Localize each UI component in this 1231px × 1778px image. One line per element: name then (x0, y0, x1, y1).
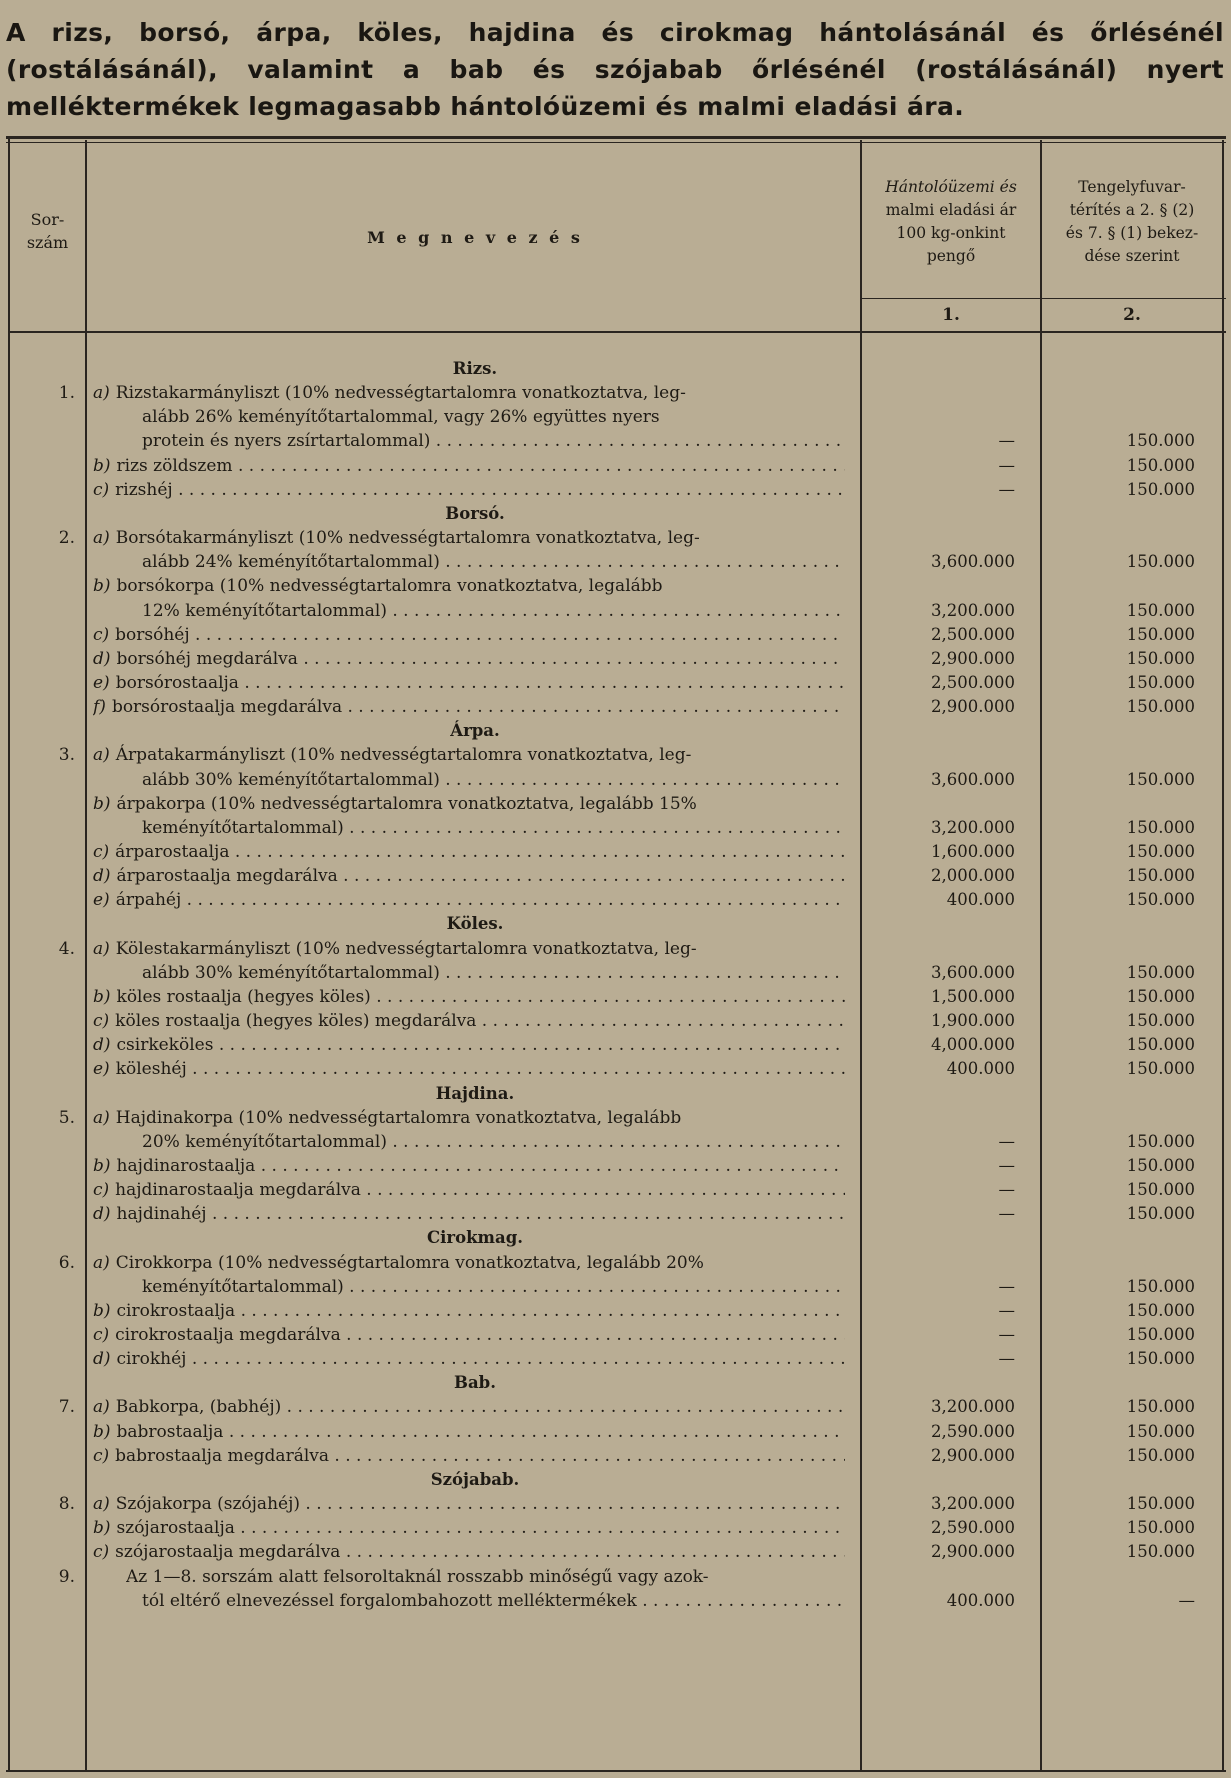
row-number: 5. (58, 1108, 75, 1128)
item-letter: a) (93, 1108, 110, 1128)
item-letter: e) (93, 1059, 110, 1079)
section-heading: Borsó. (445, 504, 505, 523)
item-letter: c) (93, 842, 110, 862)
item-letter: c) (93, 1325, 110, 1345)
item-name: borsórostaalja megdarálva (111, 697, 343, 717)
item-text (142, 768, 845, 792)
item-name: Rizstakarmányliszt (10% nedvességtartalomra vonatkoztatva, leg- (115, 383, 686, 403)
item-letter: c) (93, 480, 110, 500)
item-text (142, 816, 845, 840)
item-name: keményítőtartalommal) (142, 1277, 344, 1297)
item-name: cirokhéj (116, 1349, 187, 1369)
item-text (93, 1009, 845, 1033)
item-letter: a) (93, 939, 110, 959)
item-text (93, 1347, 845, 1371)
item-text (93, 454, 845, 478)
item-text (93, 526, 845, 550)
freight-cell: 150.000 (1126, 625, 1195, 644)
item-text (93, 1323, 845, 1347)
item-text (93, 1444, 845, 1468)
item-name: cirokrostaalja megdarálva (115, 1325, 341, 1345)
item-text (93, 1154, 845, 1178)
row-number: 2. (58, 528, 75, 548)
col-numbers-rule (862, 298, 1226, 299)
freight-cell: 150.000 (1126, 987, 1195, 1006)
item-letter: f) (93, 697, 106, 717)
row-number: 3. (58, 745, 75, 765)
item-text (93, 647, 845, 671)
item-letter: c) (93, 1011, 110, 1031)
header-price (862, 176, 1040, 268)
item-text (93, 743, 845, 767)
freight-cell: 150.000 (1126, 1446, 1195, 1465)
item-text (93, 1492, 845, 1516)
item-name: hajdinarostaalja megdarálva (115, 1180, 361, 1200)
col-divider-price (1040, 140, 1042, 1772)
item-name: alább 30% keményítőtartalommal) (142, 963, 440, 983)
row-number: 4. (58, 939, 75, 959)
section-heading: Cirokmag. (427, 1228, 523, 1247)
freight-cell: 150.000 (1126, 1542, 1195, 1561)
item-letter: e) (93, 673, 110, 693)
price-cell: — (998, 480, 1015, 499)
document-title: A rizs, borsó, árpa, köles, hajdina és cirokmag hántolásánál és őrlésénél (rostálásánál), valamint a bab és szójabab őrlésénél (rostálásánál) nyert melléktermékek legmagasabb hántolóüzemi és malmi eladási ára. (6, 18, 1224, 121)
item-name: árparostaalja (115, 842, 230, 862)
section-heading: Szójabab. (430, 1470, 520, 1489)
table-top-rule (6, 136, 1226, 139)
item-name: Babkorpa, (babhéj) (115, 1397, 282, 1417)
item-name: hajdinahéj (116, 1204, 207, 1224)
item-name: Borsótakarmányliszt (10% nedvességtartalomra vonatkoztatva, leg- (115, 528, 700, 548)
freight-cell: 150.000 (1126, 431, 1195, 450)
item-letter: a) (93, 383, 110, 403)
price-cell: 2,590.000 (931, 1518, 1015, 1537)
freight-cell: 150.000 (1126, 866, 1195, 885)
item-name: alább 26% keményítőtartalommal, vagy 26% együttes nyers (142, 407, 660, 427)
row-number: 6. (58, 1253, 75, 1273)
item-text (93, 1540, 845, 1564)
item-name: rizshéj (115, 480, 173, 500)
header-price-line: malmi eladási ár (885, 201, 1017, 219)
header-freight-line: térítés a 2. § (2) (1069, 201, 1195, 219)
col-divider-sorszam (85, 140, 87, 1772)
freight-cell: 150.000 (1126, 552, 1195, 571)
item-text (93, 888, 845, 912)
item-letter: b) (93, 1422, 111, 1442)
item-name: borsóhéj megdarálva (116, 649, 298, 669)
item-letter: c) (93, 1446, 110, 1466)
item-name: Szójakorpa (szójahéj) (115, 1494, 300, 1514)
table-bottom-rule (6, 1770, 1226, 1772)
item-name: szójarostaalja megdarálva (115, 1542, 341, 1562)
freight-cell: 150.000 (1126, 1011, 1195, 1030)
freight-cell: 150.000 (1126, 1277, 1195, 1296)
item-name: 20% keményítőtartalommal) (142, 1132, 387, 1152)
item-letter: a) (93, 1494, 110, 1514)
freight-cell: 150.000 (1126, 697, 1195, 716)
freight-cell: 150.000 (1126, 1349, 1195, 1368)
price-cell: 2,900.000 (931, 649, 1015, 668)
price-cell: — (998, 1325, 1015, 1344)
item-name: Árpatakarmányliszt (10% nedvességtartalomra vonatkoztatva, leg- (115, 745, 692, 765)
item-text (93, 1299, 845, 1323)
item-text (93, 1395, 845, 1419)
header-sorszam-line: szám (26, 233, 69, 252)
freight-cell: 150.000 (1126, 1156, 1195, 1175)
item-letter: a) (93, 1397, 110, 1417)
item-text (93, 1420, 845, 1444)
freight-cell: 150.000 (1126, 770, 1195, 789)
price-cell: 4,000.000 (931, 1035, 1015, 1054)
freight-cell: 150.000 (1126, 1422, 1195, 1441)
freight-cell: 150.000 (1126, 1180, 1195, 1199)
freight-cell: 150.000 (1126, 673, 1195, 692)
item-name: borsórostaalja (115, 673, 239, 693)
item-name: Kölestakarmányliszt (10% nedvességtartalomra vonatkoztatva, leg- (115, 939, 697, 959)
item-letter: b) (93, 1301, 111, 1321)
price-cell: 2,590.000 (931, 1422, 1015, 1441)
item-letter: b) (93, 1156, 111, 1176)
section-heading: Rizs. (452, 359, 498, 378)
item-name: babrostaalja megdarálva (115, 1446, 330, 1466)
header-freight (1042, 176, 1222, 268)
item-name: árparostaalja megdarálva (116, 866, 338, 886)
item-text (93, 985, 845, 1009)
price-cell: 3,200.000 (931, 1494, 1015, 1513)
item-name: borsóhéj (115, 625, 190, 645)
item-name: 12% keményítőtartalommal) (142, 601, 387, 621)
item-name: protein és nyers zsírtartalommal) (142, 431, 431, 451)
row-number: 7. (58, 1397, 75, 1417)
item-letter: b) (93, 456, 111, 476)
item-name: tól eltérő elnevezéssel forgalombahozott melléktermékek (142, 1591, 637, 1611)
price-cell: — (998, 431, 1015, 450)
price-cell: — (998, 1349, 1015, 1368)
price-cell: 2,900.000 (931, 1446, 1015, 1465)
item-name: Cirokkorpa (10% nedvességtartalomra vonatkoztatva, legalább 20% (115, 1253, 704, 1273)
freight-cell: — (1178, 1591, 1195, 1610)
item-name: köles rostaalja (hegyes köles) (116, 987, 371, 1007)
freight-cell: 150.000 (1126, 963, 1195, 982)
item-text (93, 1106, 845, 1130)
item-text (93, 840, 845, 864)
item-name: árpakorpa (10% nedvességtartalomra vonatkoztatva, legalább 15% (116, 794, 697, 814)
column-number-1: 1. (942, 305, 960, 325)
price-cell: 2,500.000 (931, 673, 1015, 692)
price-cell: 1,900.000 (931, 1011, 1015, 1030)
item-text (93, 381, 845, 405)
item-name: Hajdinakorpa (10% nedvességtartalomra vonatkoztatva, legalább (115, 1108, 682, 1128)
item-text (93, 864, 845, 888)
item-letter: c) (93, 625, 110, 645)
item-letter: d) (93, 1204, 111, 1224)
freight-cell: 150.000 (1126, 1494, 1195, 1513)
header-bottom-rule (10, 331, 1226, 333)
item-letter: c) (93, 1542, 110, 1562)
item-text (93, 671, 845, 695)
item-text (142, 550, 845, 574)
section-heading: Árpa. (450, 721, 500, 740)
table-right-border (1222, 140, 1224, 1772)
item-text (93, 574, 845, 598)
freight-cell: 150.000 (1126, 890, 1195, 909)
item-text (142, 405, 845, 429)
item-letter: d) (93, 1349, 111, 1369)
item-name: alább 30% keményítőtartalommal) (142, 770, 440, 790)
item-name: rizs zöldszem (116, 456, 233, 476)
header-sorszam-line: Sor- (30, 210, 65, 229)
item-name: cirokrostaalja (116, 1301, 236, 1321)
freight-cell: 150.000 (1126, 1035, 1195, 1054)
item-text (93, 623, 845, 647)
item-name: csirkeköles (116, 1035, 214, 1055)
item-text (93, 478, 845, 502)
header-sorszam (10, 208, 85, 254)
item-text (93, 1202, 845, 1226)
price-cell: 1,600.000 (931, 842, 1015, 861)
header-price-line: 100 kg-onkint (896, 224, 1006, 242)
item-letter: b) (93, 576, 111, 596)
price-cell: — (998, 1132, 1015, 1151)
freight-cell: 150.000 (1126, 480, 1195, 499)
freight-cell: 150.000 (1126, 1397, 1195, 1416)
item-name: Az 1—8. sorszám alatt felsoroltaknál rosszabb minőségű vagy azok- (126, 1567, 709, 1587)
header-freight-line: Tengelyfuvar- (1078, 178, 1186, 196)
price-cell: 1,500.000 (931, 987, 1015, 1006)
freight-cell: 150.000 (1126, 1204, 1195, 1223)
item-name: hajdinarostaalja (116, 1156, 256, 1176)
freight-cell: 150.000 (1126, 818, 1195, 837)
price-cell: 2,900.000 (931, 1542, 1015, 1561)
item-text (142, 1589, 845, 1613)
item-name: borsókorpa (10% nedvességtartalomra vonatkoztatva, legalább (116, 576, 663, 596)
item-name: keményítőtartalommal) (142, 818, 344, 838)
freight-cell: 150.000 (1126, 1132, 1195, 1151)
price-cell: 3,600.000 (931, 963, 1015, 982)
column-number-2: 2. (1123, 305, 1141, 325)
freight-cell: 150.000 (1126, 1301, 1195, 1320)
header-freight-line: és 7. § (1) bekez- (1065, 224, 1199, 242)
item-letter: a) (93, 745, 110, 765)
item-text (93, 1516, 845, 1540)
price-cell: 3,600.000 (931, 552, 1015, 571)
row-number: 9. (58, 1567, 75, 1587)
item-name: babrostaalja (116, 1422, 224, 1442)
price-cell: 3,600.000 (931, 770, 1015, 789)
price-cell: — (998, 1301, 1015, 1320)
item-letter: b) (93, 987, 111, 1007)
item-letter: d) (93, 1035, 111, 1055)
price-cell: 400.000 (946, 1591, 1015, 1610)
item-letter: c) (93, 1180, 110, 1200)
item-text (142, 961, 845, 985)
item-text (93, 1033, 845, 1057)
freight-cell: 150.000 (1126, 601, 1195, 620)
item-letter: d) (93, 649, 111, 669)
price-cell: 2,900.000 (931, 697, 1015, 716)
price-cell: — (998, 1204, 1015, 1223)
price-cell: 2,500.000 (931, 625, 1015, 644)
header-price-line: Hántolóüzemi és (885, 178, 1017, 196)
item-letter: b) (93, 794, 111, 814)
item-text (142, 1275, 845, 1299)
item-text (93, 792, 845, 816)
price-cell: — (998, 1277, 1015, 1296)
section-heading: Bab. (454, 1373, 496, 1392)
price-cell: 3,200.000 (931, 1397, 1015, 1416)
item-letter: e) (93, 890, 110, 910)
item-text (142, 1130, 845, 1154)
freight-cell: 150.000 (1126, 1518, 1195, 1537)
item-name: alább 24% keményítőtartalommal) (142, 552, 440, 572)
freight-cell: 150.000 (1126, 1059, 1195, 1078)
row-number: 8. (58, 1494, 75, 1514)
row-number: 1. (58, 383, 75, 403)
section-heading: Köles. (446, 914, 504, 933)
price-cell: 400.000 (946, 1059, 1015, 1078)
item-text (142, 429, 845, 453)
freight-cell: 150.000 (1126, 1325, 1195, 1344)
freight-cell: 150.000 (1126, 842, 1195, 861)
item-name: köles rostaalja (hegyes köles) megdarálva (115, 1011, 477, 1031)
item-text (142, 599, 845, 623)
item-name: árpahéj (115, 890, 182, 910)
freight-cell: 150.000 (1126, 456, 1195, 475)
item-text (126, 1565, 845, 1589)
item-text (93, 1251, 845, 1275)
item-name: köleshéj (115, 1059, 187, 1079)
item-letter: b) (93, 1518, 111, 1538)
price-cell: 400.000 (946, 890, 1015, 909)
freight-cell: 150.000 (1126, 649, 1195, 668)
header-price-line: pengő (926, 247, 976, 265)
price-cell: 3,200.000 (931, 601, 1015, 620)
item-text (93, 1057, 845, 1081)
price-cell: 2,000.000 (931, 866, 1015, 885)
item-name: szójarostaalja (116, 1518, 235, 1538)
item-letter: a) (93, 528, 110, 548)
price-cell: — (998, 1156, 1015, 1175)
item-text (93, 695, 845, 719)
price-cell: 3,200.000 (931, 818, 1015, 837)
item-text (93, 937, 845, 961)
item-letter: d) (93, 866, 111, 886)
header-megnevezes: M e g n e v e z é s (367, 228, 583, 247)
price-cell: — (998, 456, 1015, 475)
price-cell: — (998, 1180, 1015, 1199)
item-text (93, 1178, 845, 1202)
table-top-rule-thin (6, 142, 1226, 143)
item-letter: a) (93, 1253, 110, 1273)
section-heading: Hajdina. (435, 1084, 515, 1103)
header-freight-line: dése szerint (1084, 247, 1180, 265)
